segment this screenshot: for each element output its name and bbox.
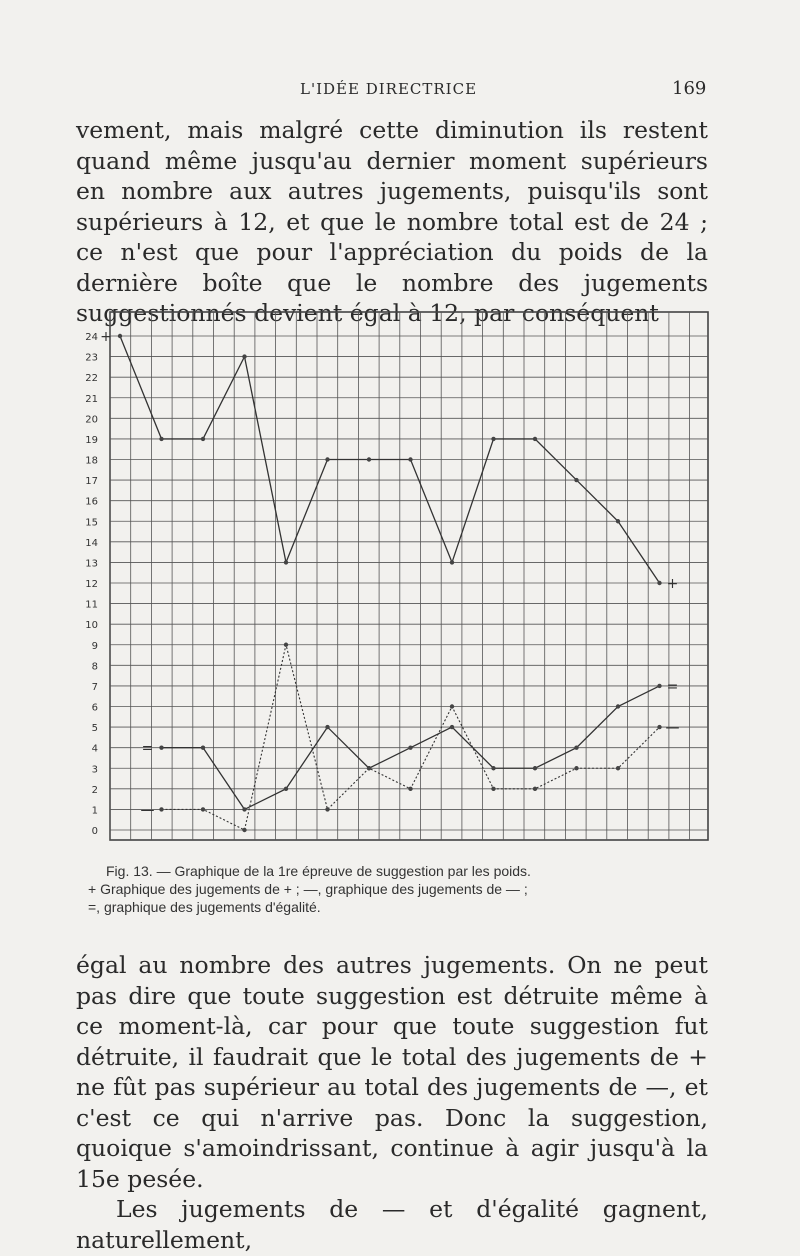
running-title: L'IDÉE DIRECTRICE [300,80,478,98]
data-point [616,766,620,770]
paragraph-top: vement, mais malgré cette diminution ils restent quand même jusqu'au dernier moment supérieurs en nombre aux autres jugements, puisqu'ils sont supérieurs à 12, et que le nombre total est de 24 ; ce n'est que pour l'appréciation du poids de la dernière boîte que le nombre des jugements suggestionnés devient égal à 12, par conséquent [76,116,708,327]
data-point [450,704,454,708]
data-point [159,807,163,811]
paragraph-bottom-1: égal au nombre des autres jugements. On ne peut pas dire que toute suggestion est détruite même à ce moment-là, car pour que toute suggestion fut détruite, il faudrait que le total des jugements de + ne fût pas supérieur au total des jugements de —, et c'est ce qui n'arrive pas. Donc la suggestion, quoique s'amoindrissant, continue à agir jusqu'à la 15e pesée. [76,951,708,1193]
data-point [616,704,620,708]
line-chart [0,300,800,860]
series-marker-start: = [141,740,154,757]
data-point [533,437,537,441]
data-point [408,745,412,749]
y-tick-label: 8 [91,661,98,673]
y-tick-label: 19 [85,434,98,446]
y-tick-label: 10 [85,620,98,632]
page-number: 169 [672,78,707,99]
y-tick-label: 12 [85,579,98,590]
data-point [491,787,495,791]
y-tick-label: 14 [85,537,98,549]
y-tick-label: 22 [85,373,98,385]
data-point [574,745,578,749]
caption-line-3: =, graphique des jugements d'égalité. [88,899,321,915]
y-tick-label: 15 [85,517,98,529]
y-tick-label: 20 [85,414,98,426]
paragraph-bottom-2: Les jugements de — et d'égalité gagnent, naturellement, [76,1195,708,1254]
y-tick-label: 17 [85,476,98,488]
data-point [242,828,246,832]
data-point [159,745,163,749]
data-point [284,560,288,564]
series-marker-end: + [666,576,679,592]
y-tick-label: 5 [91,723,98,735]
data-point [491,437,495,441]
y-tick-label: 1 [91,805,98,817]
data-point [367,766,371,770]
paragraph-bottom [76,950,708,1255]
y-tick-label: 24 [85,332,98,343]
series-line [162,645,660,830]
data-point [657,581,661,585]
data-point [491,766,495,770]
y-tick-label: 4 [91,743,98,755]
series-marker-end: — [665,720,680,737]
y-tick-label: 21 [85,393,98,405]
y-tick-label: 11 [85,599,98,611]
data-point [657,684,661,688]
data-point [657,725,661,729]
data-point [242,354,246,358]
data-point [118,334,122,338]
y-tick-label: 13 [85,558,98,570]
data-point [284,787,288,791]
series-marker-end: = [666,678,679,695]
y-tick-label: 9 [91,640,98,652]
data-point [325,807,329,811]
data-point [574,478,578,482]
y-tick-label: 0 [91,826,98,837]
y-tick-label: 16 [85,496,98,508]
chart-frame [110,312,708,840]
y-tick-label: 6 [91,702,98,714]
data-point [284,643,288,647]
page-header [0,78,800,102]
data-point [325,725,329,729]
data-point [533,766,537,770]
data-point [450,725,454,729]
caption-line-2: + Graphique des jugements de + ; —, graphique des jugements de — ; [88,881,528,897]
y-tick-label: 18 [85,455,98,467]
data-point [533,787,537,791]
data-point [616,519,620,523]
data-point [201,807,205,811]
data-point [242,807,246,811]
data-point [367,457,371,461]
data-point [450,560,454,564]
data-point [201,745,205,749]
data-point [408,787,412,791]
y-tick-label: 7 [91,681,98,693]
data-point [201,437,205,441]
data-point [408,457,412,461]
series-marker-start: + [100,329,112,345]
y-tick-label: 2 [91,784,98,796]
figure-caption [88,862,718,916]
y-tick-label: 3 [91,764,98,776]
data-point [159,437,163,441]
data-point [325,457,329,461]
data-point [574,766,578,770]
y-tick-label: 23 [85,352,98,364]
caption-line-1: Fig. 13. — Graphique de la 1re épreuve de suggestion par les poids. [106,863,531,879]
series-marker-start: — [140,802,155,819]
